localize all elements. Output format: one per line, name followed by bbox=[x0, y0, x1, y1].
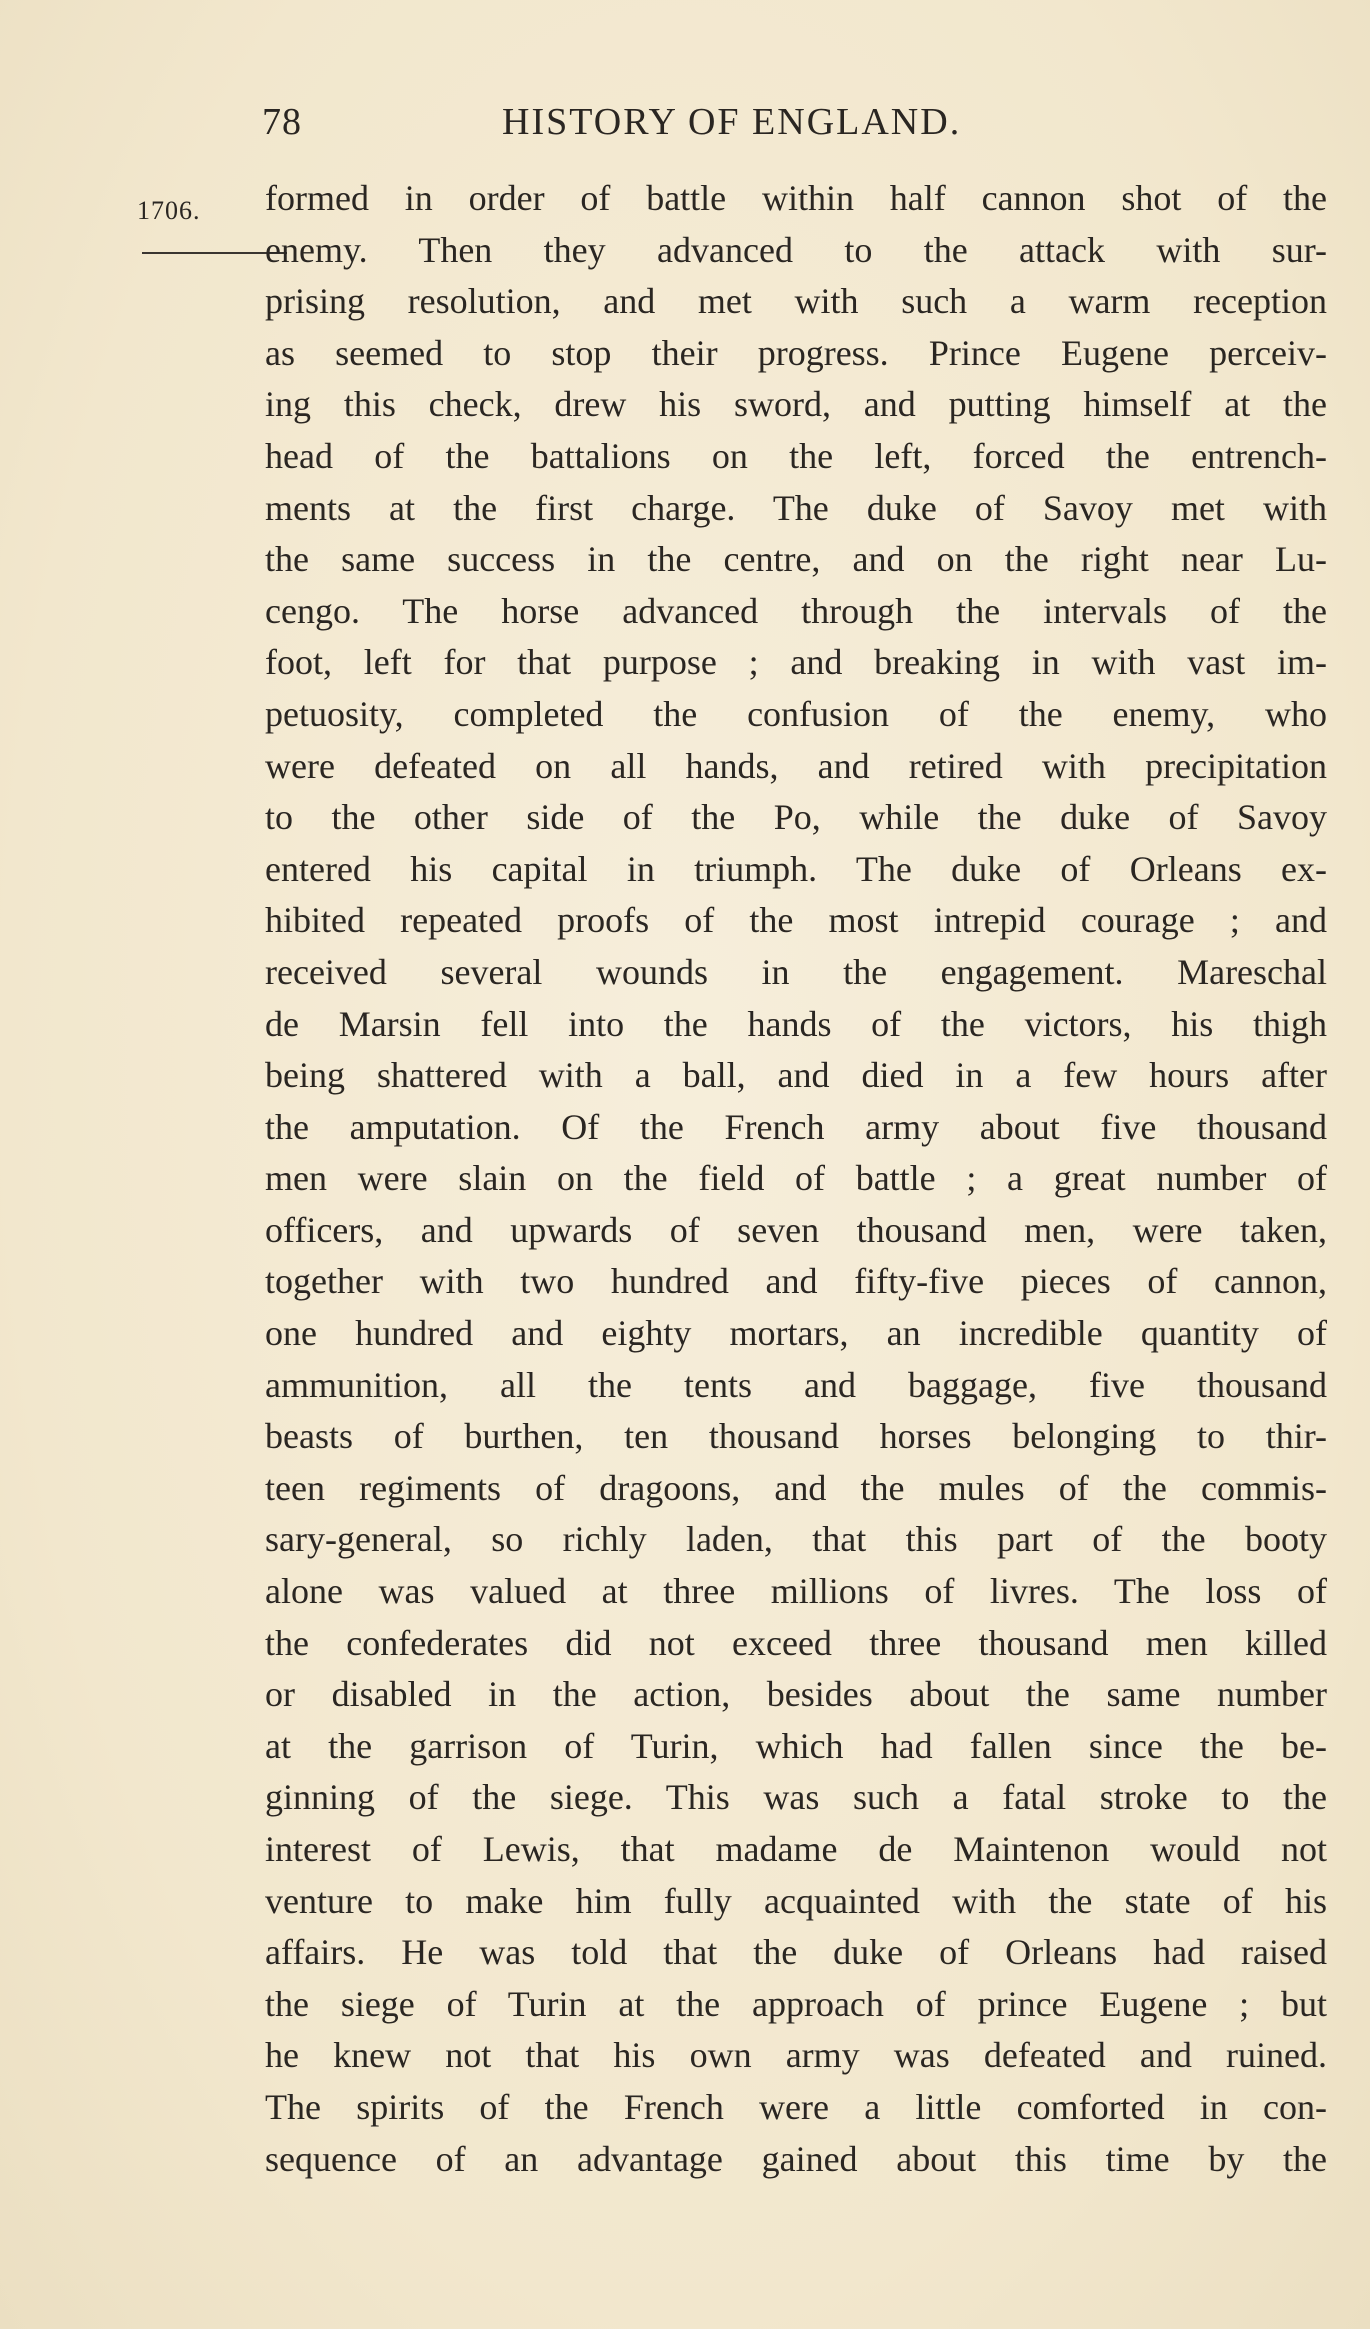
text-line: affairs. He was told that the duke of Orleans had raised bbox=[265, 1932, 1327, 1973]
text-line: interest of Lewis, that madame de Maintenon would not bbox=[265, 1829, 1327, 1869]
text-line: to the other side of the Po, while the duke of Savoy bbox=[265, 797, 1327, 838]
margin-year-note: 1706. bbox=[137, 196, 201, 225]
text-line: officers, and upwards of seven thousand men, were taken, bbox=[265, 1209, 1327, 1250]
text-line: the amputation. Of the French army about five thousand bbox=[265, 1106, 1327, 1147]
text-line: head of the battalions on the left, forced the entrench- bbox=[265, 435, 1327, 476]
text-line: teen regiments of dragoons, and the mules of the commis- bbox=[265, 1467, 1327, 1508]
text-line: the same success in the centre, and on the right near Lu- bbox=[265, 539, 1327, 580]
text-line: at the garrison of Turin, which had fallen since the be- bbox=[265, 1725, 1327, 1766]
text-line: men were slain on the field of battle ; a great number of bbox=[265, 1158, 1327, 1199]
text-line: entered his capital in triumph. The duke of Orleans ex- bbox=[265, 848, 1327, 889]
text-line: prising resolution, and met with such a warm reception bbox=[265, 281, 1327, 322]
text-line: one hundred and eighty mortars, an incredible quantity of bbox=[265, 1313, 1327, 1354]
text-line: ments at the first charge. The duke of Savoy met with bbox=[265, 487, 1327, 528]
text-line: formed in order of battle within half cannon shot of the bbox=[265, 178, 1327, 218]
page-number: 78 bbox=[262, 101, 302, 143]
text-line: hibited repeated proofs of the most intrepid courage ; and bbox=[265, 900, 1327, 941]
text-line: foot, left for that purpose ; and breaking in with vast im- bbox=[265, 642, 1327, 683]
text-line: received several wounds in the engagement. Mareschal bbox=[265, 951, 1327, 992]
text-line: the siege of Turin at the approach of prince Eugene ; but bbox=[265, 1983, 1327, 2024]
running-title: HISTORY OF ENGLAND. bbox=[502, 101, 962, 143]
text-line: or disabled in the action, besides about the same number bbox=[265, 1674, 1327, 1715]
text-line: venture to make him fully acquainted with the state of his bbox=[265, 1880, 1327, 1921]
text-line: as seemed to stop their progress. Prince Eugene perceiv- bbox=[265, 332, 1327, 373]
text-line: ing this check, drew his sword, and putting himself at the bbox=[265, 384, 1327, 425]
text-line: were defeated on all hands, and retired with precipitation bbox=[265, 745, 1327, 786]
text-line: alone was valued at three millions of livres. The loss of bbox=[265, 1571, 1327, 1612]
text-line: de Marsin fell into the hands of the victors, his thigh bbox=[265, 1003, 1327, 1044]
text-line: the confederates did not exceed three thousand men killed bbox=[265, 1622, 1327, 1663]
body-text bbox=[265, 173, 1327, 2185]
text-line: sary-general, so richly laden, that this part of the booty bbox=[265, 1519, 1327, 1560]
text-line: The spirits of the French were a little comforted in con- bbox=[265, 2086, 1327, 2127]
text-line: ginning of the siege. This was such a fatal stroke to the bbox=[265, 1777, 1327, 1818]
text-line: ammunition, all the tents and baggage, five thousand bbox=[265, 1364, 1327, 1405]
text-line: together with two hundred and fifty-five pieces of cannon, bbox=[265, 1261, 1327, 1302]
text-line: petuosity, completed the confusion of the enemy, who bbox=[265, 693, 1327, 734]
text-line: sequence of an advantage gained about this time by the bbox=[265, 2138, 1327, 2179]
text-line: cengo. The horse advanced through the intervals of the bbox=[265, 590, 1327, 631]
text-line: he knew not that his own army was defeated and ruined. bbox=[265, 2035, 1327, 2076]
text-line: enemy. Then they advanced to the attack with sur- bbox=[265, 229, 1327, 270]
page-header bbox=[262, 100, 1092, 160]
text-line: being shattered with a ball, and died in a few hours after bbox=[265, 1055, 1327, 1096]
text-line: beasts of burthen, ten thousand horses belonging to thir- bbox=[265, 1416, 1327, 1457]
